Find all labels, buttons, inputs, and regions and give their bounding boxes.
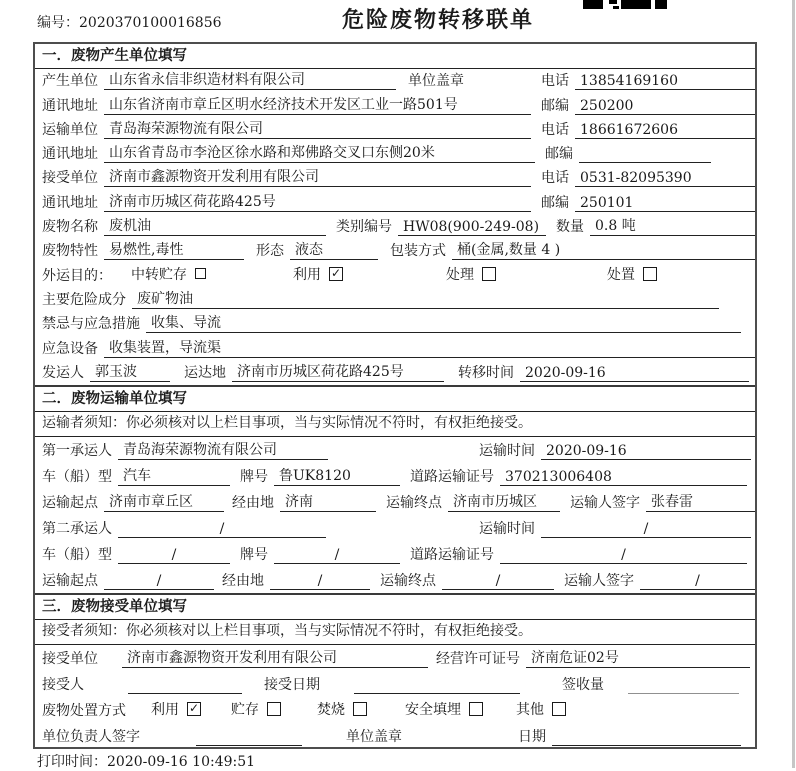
- origin1-value: 济南市章丘区: [104, 491, 224, 512]
- dest1-label: 运输终点: [386, 494, 442, 511]
- vehicle2-row: [35, 541, 755, 567]
- plate2-label: 牌号: [240, 546, 268, 563]
- addr1-value: 山东省济南市章丘区明水经济技术开发区工业一路501号: [104, 94, 531, 115]
- accept-date-value: [354, 678, 520, 694]
- phone3-value: 0531-82095390: [575, 170, 755, 187]
- page-title: 危险废物转移联单: [341, 8, 534, 33]
- phone1-label: 电话: [541, 73, 569, 90]
- receiver-notice: 接受者须知：你必须核对以上栏目事项，当与实际情况不符时，有权拒绝接受。: [35, 620, 755, 645]
- recipient-label: 接受人: [42, 676, 84, 693]
- print-time: [37, 751, 255, 771]
- form-value: 液态: [290, 239, 378, 260]
- disposal-label: 废物处置方式: [42, 702, 126, 719]
- disposal-option-storage: [231, 699, 281, 720]
- carrier1-row: [35, 437, 755, 463]
- carrier1-label: 第一承运人: [42, 442, 112, 459]
- producer-row: [35, 69, 755, 93]
- checkbox-icon: [552, 702, 566, 716]
- taboo-label: 禁忌与应急措施: [42, 316, 140, 333]
- via2-label: 经由地: [222, 572, 264, 589]
- carrier2-label: 第二承运人: [42, 520, 112, 537]
- unit-seal2-label: 单位盖章: [346, 728, 402, 745]
- waste-name-value: 废机油: [104, 215, 326, 236]
- sign1-value: 张春雷: [646, 491, 755, 512]
- accept-unit-label: 接受单位: [42, 650, 98, 667]
- qr-code-fragment: [583, 0, 667, 10]
- route1-row: [35, 489, 755, 515]
- zip2-label: 邮编: [545, 146, 573, 163]
- serial-label: 编号：: [37, 15, 79, 31]
- license-label: 经营许可证号: [436, 650, 520, 667]
- transporter-address-row: [35, 142, 755, 166]
- responsible-sign-value: [196, 730, 302, 746]
- dest2-value: /: [442, 573, 554, 590]
- equipment-label: 应急设备: [42, 340, 98, 357]
- plate2-value: /: [274, 547, 400, 564]
- transfer-time-value: 2020-09-16: [520, 365, 749, 382]
- section3-heading: 三．废物接受单位填写: [35, 593, 755, 620]
- via1-label: 经由地: [232, 494, 274, 511]
- accept-unit-row: [35, 645, 755, 671]
- responsible-sign-label: 单位负责人签字: [42, 728, 140, 745]
- purpose-option-utilize: [293, 264, 343, 285]
- hazard-row: [35, 288, 755, 312]
- disposal-option-incinerate: [317, 699, 367, 720]
- permit1-label: 道路运输证号: [410, 468, 494, 485]
- option-label: 处理: [446, 266, 474, 283]
- hazard-value: 废矿物油: [132, 288, 719, 309]
- sign2-label: 运输人签字: [564, 572, 634, 589]
- equipment-value: 收集装置，导流渠: [104, 337, 755, 358]
- section1-heading: 一．废物产生单位填写: [35, 44, 755, 69]
- addr3-label: 通讯地址: [42, 194, 98, 211]
- vehicle1-label: 车（船）型: [42, 468, 112, 485]
- checkbox-icon: [353, 702, 367, 716]
- receiver-value: 济南市鑫源物资开发利用有限公司: [104, 166, 531, 187]
- section2-heading: 二．废物运输单位填写: [35, 385, 755, 412]
- hazard-label: 主要危险成分: [42, 291, 126, 308]
- origin2-label: 运输起点: [42, 572, 98, 589]
- producer-label: 产生单位: [42, 73, 98, 90]
- trait-value: 易燃性,毒性: [104, 239, 244, 260]
- checkbox-icon: [643, 267, 657, 281]
- permit2-value: /: [500, 547, 747, 564]
- receiver-row: [35, 166, 755, 190]
- phone3-label: 电话: [541, 170, 569, 187]
- purpose-label: 外运目的：: [42, 267, 112, 284]
- checkbox-icon: [482, 267, 496, 281]
- transporter-value: 青岛海荣源物流有限公司: [104, 118, 531, 139]
- option-label: 其他: [516, 701, 544, 718]
- quantity-label: 数量: [556, 219, 584, 236]
- form-label: 形态: [256, 243, 284, 260]
- equipment-row: [35, 336, 755, 360]
- addr2-label: 通讯地址: [42, 146, 98, 163]
- option-label: 贮存: [231, 701, 259, 718]
- checkbox-icon: [267, 702, 281, 716]
- check-mark: ✓: [188, 700, 200, 715]
- transporter-label: 运输单位: [42, 121, 98, 138]
- option-label: 利用: [293, 266, 321, 283]
- manifest-table: [33, 42, 757, 749]
- phone1-value: 13854169160: [575, 73, 755, 90]
- addr1-label: 通讯地址: [42, 97, 98, 114]
- zip2-value: [579, 147, 711, 163]
- transporter-notice: 运输者须知：你必须核对以上栏目事项，当与实际情况不符时，有权拒绝接受。: [35, 412, 755, 437]
- permit1-value: 370213006408: [500, 469, 747, 486]
- check-mark: ✓: [330, 265, 342, 280]
- option-label: 利用: [151, 701, 179, 718]
- phone2-label: 电话: [541, 121, 569, 138]
- option-label: 处置: [607, 266, 635, 283]
- carrier2-row: [35, 515, 755, 541]
- recipient-row: [35, 671, 755, 697]
- option-label: 安全填埋: [405, 701, 461, 718]
- origin1-label: 运输起点: [42, 494, 98, 511]
- via2-value: /: [270, 573, 370, 590]
- responsible-sign-row: [35, 723, 755, 749]
- date-value: [552, 730, 741, 746]
- zip3-value: 250101: [575, 195, 755, 212]
- plate1-label: 牌号: [240, 468, 268, 485]
- producer-value: 山东省永信非织造材料有限公司: [104, 69, 396, 90]
- receiver-address-row: [35, 190, 755, 214]
- carrier1-value: 青岛海荣源物流有限公司: [118, 439, 328, 460]
- vehicle1-value: 汽车: [118, 465, 230, 486]
- purpose-option-dispose: [607, 264, 657, 285]
- vehicle1-row: [35, 463, 755, 489]
- license-value: 济南危证02号: [526, 647, 750, 668]
- amount-value: [628, 678, 739, 694]
- category-value: HW08(900-249-08): [398, 219, 546, 236]
- packing-label: 包装方式: [390, 243, 446, 260]
- option-label: 中转贮存: [131, 266, 187, 283]
- sign1-label: 运输人签字: [570, 494, 640, 511]
- waste-name-label: 废物名称: [42, 219, 98, 236]
- addr2-value: 山东省青岛市李沧区徐水路和郑佛路交叉口东侧20米: [104, 142, 535, 163]
- checkbox-checked-icon: [329, 267, 343, 281]
- permit2-label: 道路运输证号: [410, 546, 494, 563]
- receiver-label: 接受单位: [42, 170, 98, 187]
- checkbox-checked-icon: [187, 702, 201, 716]
- time2-value: /: [541, 521, 751, 538]
- carrier2-value: /: [118, 521, 326, 538]
- shipper-row: [35, 361, 755, 385]
- vehicle2-value: /: [118, 547, 230, 564]
- phone2-value: 18661672606: [575, 122, 755, 139]
- disposal-row: [35, 697, 755, 723]
- accept-unit-value: 济南市鑫源物资开发利用有限公司: [122, 647, 428, 668]
- amount-label: 签收量: [562, 676, 604, 693]
- shipper-label: 发运人: [42, 364, 84, 381]
- purpose-option-treat: [446, 264, 496, 285]
- disposal-option-utilize: [151, 699, 201, 720]
- disposal-option-landfill: [405, 699, 483, 720]
- page-edge-line: [792, 0, 795, 768]
- plate1-value: 鲁UK8120: [274, 465, 400, 486]
- waste-trait-row: [35, 239, 755, 263]
- time1-label: 运输时间: [479, 442, 535, 459]
- route2-row: [35, 567, 755, 593]
- dest1-value: 济南市历城区: [448, 491, 560, 512]
- sign2-value: /: [640, 573, 755, 590]
- via1-value: 济南: [280, 491, 376, 512]
- purpose-row: [35, 263, 755, 287]
- shipper-value: 郭玉波: [90, 361, 170, 382]
- disposal-option-other: [516, 699, 566, 720]
- recipient-value: [128, 678, 242, 694]
- trait-label: 废物特性: [42, 243, 98, 260]
- zip1-label: 邮编: [541, 97, 569, 114]
- checkbox-icon: [469, 702, 483, 716]
- purpose-option-transfer-storage: [131, 264, 206, 285]
- origin2-value: /: [104, 573, 214, 590]
- destination-value: 济南市历城区荷花路425号: [232, 361, 444, 382]
- destination-label: 运达地: [184, 364, 226, 381]
- date-label: 日期: [518, 728, 546, 745]
- zip1-value: 250200: [575, 98, 755, 115]
- quantity-value: 0.8 吨: [590, 215, 755, 236]
- time2-label: 运输时间: [479, 520, 535, 537]
- zip3-label: 邮编: [541, 194, 569, 211]
- taboo-value: 收集、导流: [146, 312, 741, 333]
- packing-value: 桶(金属,数量 4 ): [452, 239, 755, 260]
- checkbox-icon: [195, 268, 206, 279]
- addr3-value: 济南市历城区荷花路425号: [104, 191, 531, 212]
- vehicle2-label: 车（船）型: [42, 546, 112, 563]
- transporter-row: [35, 118, 755, 142]
- producer-address-row: [35, 93, 755, 117]
- time1-value: 2020-09-16: [541, 443, 751, 460]
- option-label: 焚烧: [317, 701, 345, 718]
- dest2-label: 运输终点: [380, 572, 436, 589]
- transfer-time-label: 转移时间: [458, 364, 514, 381]
- waste-name-row: [35, 215, 755, 239]
- unit-seal-label: 单位盖章: [408, 73, 464, 90]
- taboo-row: [35, 312, 755, 336]
- category-label: 类别编号: [336, 219, 392, 236]
- print-time-label: 打印时间：: [37, 754, 107, 770]
- serial-value: 2020370100016856: [79, 15, 222, 31]
- accept-date-label: 接受日期: [264, 676, 320, 693]
- print-time-value: 2020-09-16 10:49:51: [107, 754, 256, 770]
